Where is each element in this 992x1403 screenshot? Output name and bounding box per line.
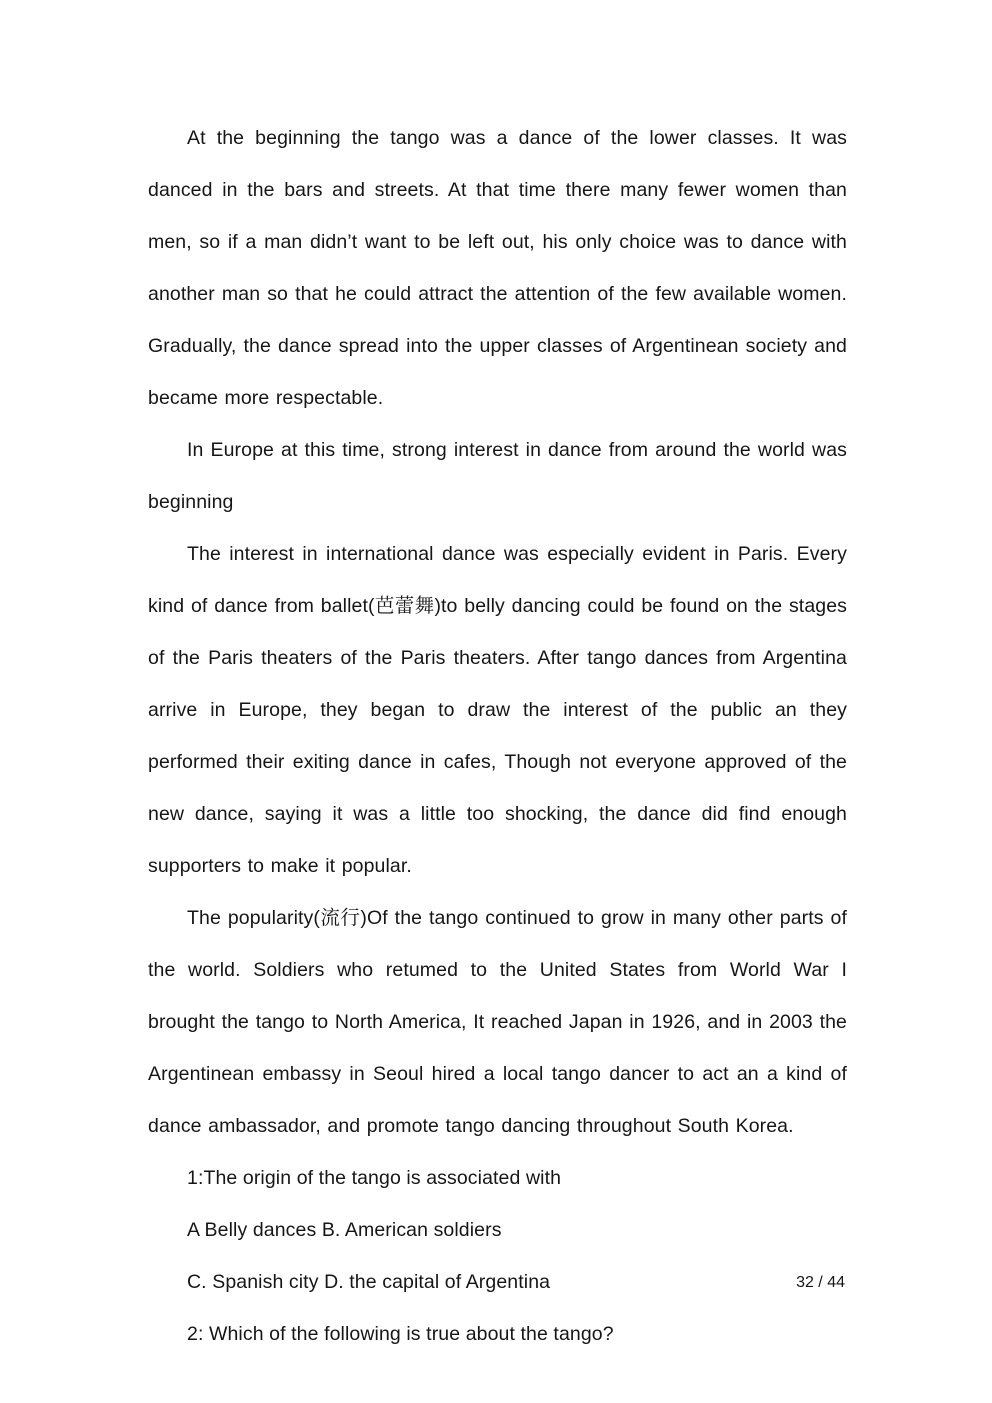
paragraph-tango-origin: At the beginning the tango was a dance of the lower classes. It was danced in the bars and streets. At that time there many fewer women than men, so if a man didn’t want to be left out, his only choice was to dance with another man so that he could attract the attention of the few available women. Gradually, the dance spread into the upper classes of Argentinean society and became more respectable. bbox=[148, 127, 847, 409]
paragraph-europe-interest: In Europe at this time, strong interest in dance from around the world was beginning bbox=[148, 439, 847, 513]
paragraph-popularity-spread: The popularity(流行)Of the tango continued to grow in many other parts of the world. Soldiers who retumed to the United States from World War I brought the tango to North America, It reached Japan in 1926, and in 2003 the Argentinean embassy in Seoul hired a local tango dancer to act an a kind of dance ambassador, and promote tango dancing throughout South Korea. bbox=[148, 907, 847, 1137]
question-1-options-cd: C. Spanish city D. the capital of Argentina bbox=[187, 1271, 551, 1293]
page-number: 32 / 44 bbox=[796, 1274, 845, 1291]
question-1-options-ab: A Belly dances B. American soldiers bbox=[187, 1219, 502, 1241]
question-1-stem: 1:The origin of the tango is associated with bbox=[187, 1167, 562, 1189]
document-body bbox=[148, 112, 847, 1360]
paragraph-paris-dance: The interest in international dance was especially evident in Paris. Every kind of dance from ballet(芭蕾舞)to belly dancing could be found on the stages of the Paris theaters of the Paris theaters. After tango dances from Argentina arrive in Europe, they began to draw the interest of the public an they performed their exiting dance in cafes, Though not everyone approved of the new dance, saying it was a little too shocking, the dance did find enough supporters to make it popular. bbox=[148, 543, 847, 877]
question-2-stem: 2: Which of the following is true about the tango? bbox=[187, 1323, 614, 1345]
